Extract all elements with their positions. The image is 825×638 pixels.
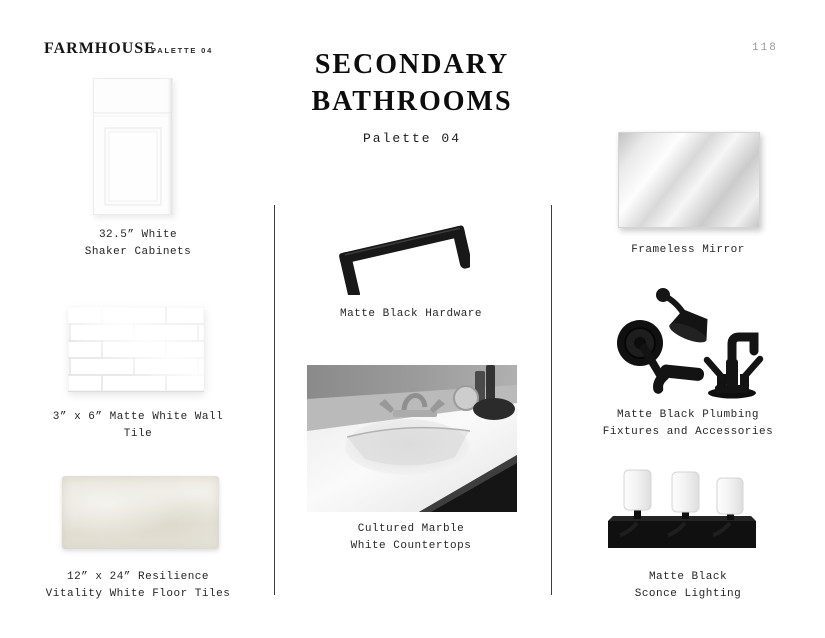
cabinets-caption-line2: Shaker Cabinets	[84, 245, 192, 258]
sconce-caption	[588, 569, 788, 602]
brand-palette-label: PALETTE 04	[151, 46, 214, 55]
cabinet-icon	[93, 78, 173, 215]
tub-spout-icon	[658, 364, 705, 394]
floor-tile-caption-line1: 12” x 24” Resilience	[66, 571, 210, 583]
page-subtitle: Palette 04	[362, 131, 461, 146]
shower-valve-icon	[617, 320, 663, 375]
sink-faucet-icon	[707, 337, 760, 399]
subway-tile-icon	[68, 307, 204, 392]
hardware-image	[338, 203, 470, 295]
sconce-icon	[607, 468, 757, 560]
floor-tile-caption-line2: Vitality White Floor Tiles	[45, 587, 231, 600]
cabinets-caption	[28, 227, 248, 260]
bar-pull-icon	[338, 203, 470, 295]
countertop-photo	[307, 365, 517, 512]
column-divider-left	[274, 205, 275, 595]
floor-tile-caption	[16, 569, 260, 602]
shower-head-icon	[656, 288, 714, 346]
countertop-photo-icon	[307, 365, 517, 512]
wall-tile-caption	[18, 409, 258, 442]
mirror-caption	[588, 242, 788, 259]
sconce-caption-line2: Sconce Lighting	[634, 587, 742, 600]
floor-tile-image	[62, 476, 219, 549]
sconce-image	[607, 468, 757, 560]
hardware-caption-line1: Matte Black Hardware	[339, 308, 483, 320]
cabinets-caption-line1: 32.5” White	[98, 229, 178, 241]
wall-tile-caption-line2: Tile	[123, 427, 153, 440]
wall-tile-image	[68, 307, 204, 392]
wall-tile-caption-line1: 3” x 6” Matte White Wall	[52, 411, 224, 423]
brand-name: FARMHOUSE	[44, 40, 156, 57]
column-divider-right	[551, 205, 552, 595]
mirror-image	[618, 132, 760, 228]
plumbing-fixtures-icon	[610, 287, 770, 405]
page-title-line1: SECONDARY	[314, 49, 510, 80]
mirror-caption-line1: Frameless Mirror	[631, 244, 745, 256]
white-shaker-cabinet-image	[93, 78, 173, 215]
plumbing-caption-line1: Matte Black Plumbing	[616, 409, 760, 421]
plumbing-caption-line2: Fixtures and Accessories	[602, 425, 774, 438]
hardware-caption	[311, 306, 511, 323]
countertop-caption	[311, 521, 511, 554]
plumbing-fixtures-image	[610, 287, 770, 405]
page-title-line2: BATHROOMS	[311, 86, 513, 117]
page-title	[262, 46, 562, 120]
plumbing-caption	[578, 407, 798, 440]
countertop-caption-line2: White Countertops	[350, 539, 472, 552]
page-number: 118	[752, 42, 778, 54]
sconce-caption-line1: Matte Black	[648, 571, 728, 583]
countertop-caption-line1: Cultured Marble	[357, 523, 465, 535]
